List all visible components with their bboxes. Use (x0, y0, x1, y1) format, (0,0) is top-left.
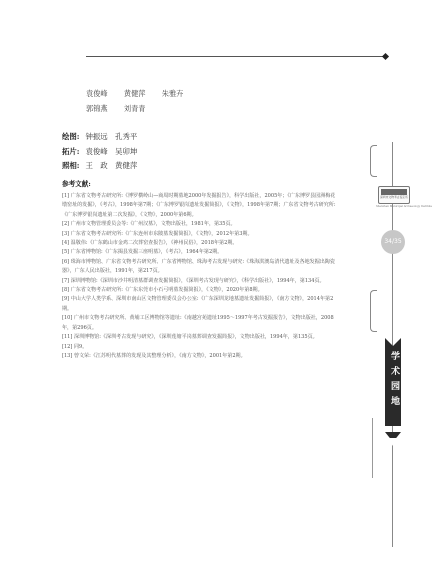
author-line-1 (86, 86, 316, 101)
institute-logo (378, 186, 410, 204)
logo-subtitle: Shenzhen Municipal Archaeology Institute (376, 205, 432, 208)
margin-bracket-top (370, 145, 377, 177)
reference-item: [10] 广州市文物考古研究所、黄埔工区博物馆等遗址:《南越宫苑遗址1995～1997年考古发掘报告》，文物出版社，2008年，第296页。 (62, 315, 334, 331)
banner-arrow-inner-icon (387, 438, 399, 446)
reference-item: [9] 中山大学人类学系、深圳市南山区文物管理委员会办公室:《广东深圳龙地墓遗址发掘简报》，《南方文物》，2014年第2期。 (62, 296, 334, 312)
credit-names: 王 政 黄健萍 (85, 161, 138, 170)
reference-item: [2] 广州市文物管理委员会等:《广州汉墓》，文物出版社，1981年，第35页。 (62, 221, 236, 228)
author-name: 黄健萍 (123, 89, 146, 98)
references-section (62, 178, 338, 361)
section-title: 学术园地 (389, 351, 399, 411)
reference-item: [1] 广东省文物考古研究所:《博罗横岭山—商周时期墓地2000年发掘报告》，科学出版社，2005年；《广东博罗县园洲梅花墩窑址的发掘》，《考古》，1998年第7期；《广东博罗银岗遗址发掘简报》，《文物》，1998年第7期；广东省文物考古研究所:《广东博罗银岗遗址第二次发掘》，《文物》，2000年第6期。 (62, 193, 336, 218)
credit-label: 拓片: (62, 146, 80, 156)
section-title-banner (385, 346, 401, 426)
credit-names: 袁俊峰 吴卯坤 (85, 146, 138, 156)
reference-item: [8] 广东省文物考古研究所:《广东东莞市小石弓明墓发掘简报》，《文物》，2020年第8期。 (62, 287, 263, 294)
references-heading: 参考文献: (62, 180, 91, 188)
credit-drawing (62, 130, 312, 145)
author-line-2 (86, 101, 316, 116)
author-name: 袁俊峰 (86, 89, 108, 98)
margin-bracket-bottom (372, 418, 377, 478)
header-rule (86, 56, 386, 57)
credits-block (62, 130, 312, 174)
reference-item: [12] 同9。 (62, 343, 88, 350)
reference-item: [5] 广东省博物馆:《广东揭县发掘三座明墓》，《考古》，1964年第2期。 (62, 249, 223, 256)
credit-label: 照相: (62, 161, 80, 170)
margin-bracket-middle (370, 290, 377, 332)
reference-item: [11] 深圳博物馆:《深圳考古发现与研究》，《深圳莲塘平岗墓葬调查发掘简报》，文物出版社，1994年，第135页。 (62, 334, 318, 341)
page-number-badge: 34/35 (381, 230, 405, 254)
reference-item: [7] 深圳博物馆:《深圳市沙井明清墓群调查发掘简报》，《深圳考古发现与研究》，《科学出版社》，1994年，第134页。 (62, 277, 325, 284)
author-name: 郭锦燕 (86, 104, 108, 113)
logo-text: 深圳市文物考古鉴定所 (380, 195, 408, 199)
reference-item: [13] 曾文荣:《江苏明代墓葬的发现及其整理分析》，《南方文物》，2001年第2期。 (62, 352, 246, 359)
credit-photo (62, 159, 312, 174)
author-name: 朱雅卉 (161, 89, 184, 98)
credit-names: 钟振远 孔秀平 (85, 132, 138, 141)
reference-item: [6] 珠海市博物馆、广东省文物考古研究所、广东省博物馆、珠海考古发现与研究:《珠海淇澳岛清代遗址及各地发掘出陶瓷器》，广东人民出版社，1991年，第217页。 (62, 258, 335, 275)
reference-item: [3] 广东省文物考古研究所:《广东连州市东陂墓发掘简报》，《文物》，2012年第3期。 (62, 230, 253, 237)
author-list (86, 86, 316, 116)
reference-item: [4] 温敬伟:《广东鹤山市金鸡二次葬窑查报告》，《神州民俗》，2018年第2期。 (62, 240, 238, 247)
banner-notch-icon (385, 338, 401, 346)
author-name: 刘青青 (123, 104, 146, 113)
credit-rubbing (62, 145, 312, 160)
credit-label: 绘图: (62, 132, 80, 141)
